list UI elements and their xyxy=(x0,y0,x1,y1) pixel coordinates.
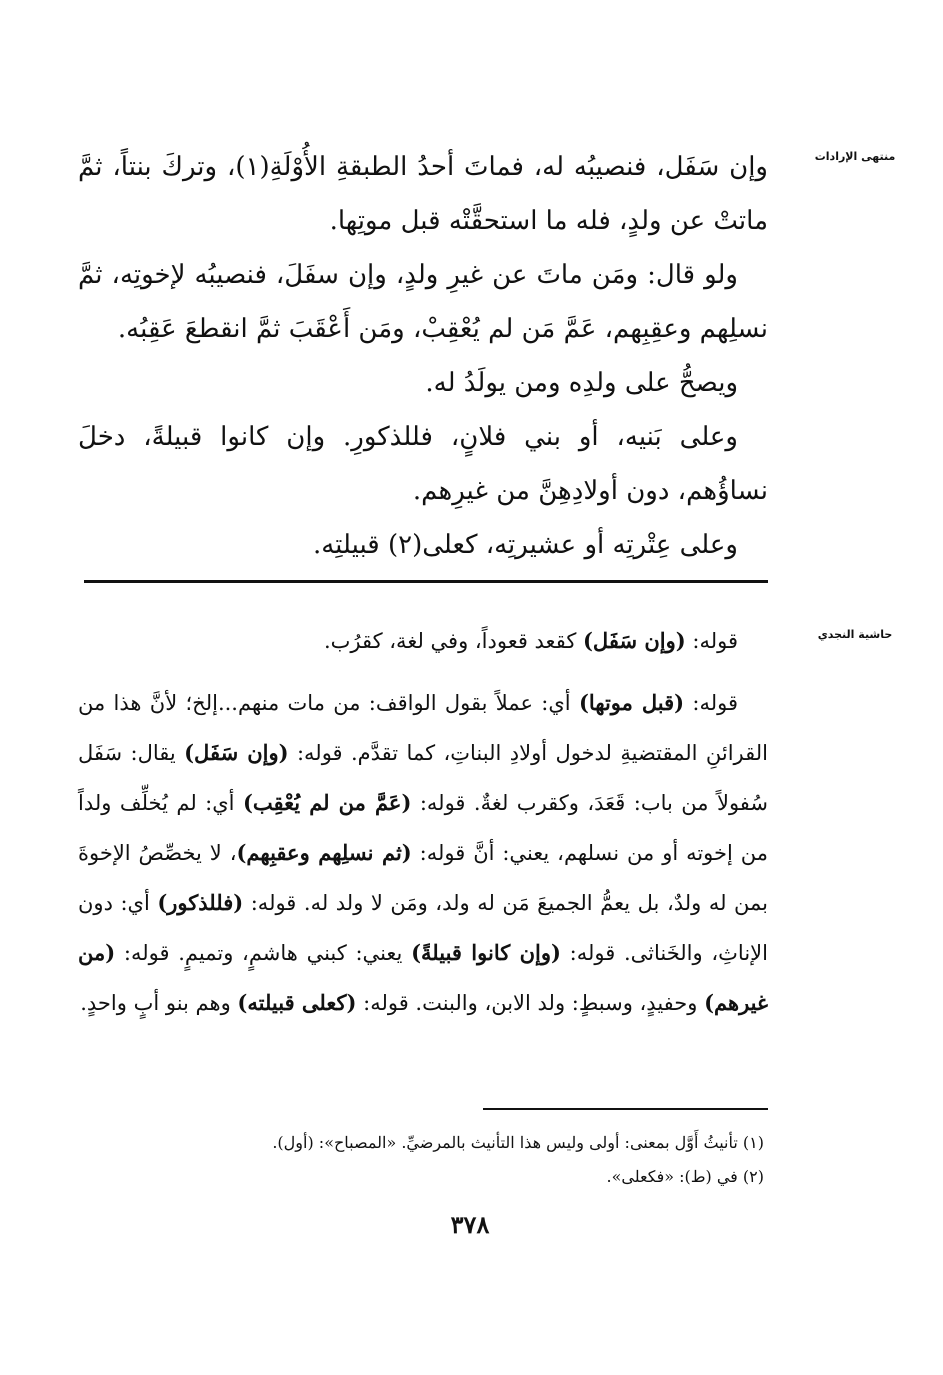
section-divider xyxy=(84,580,768,583)
main-paragraph: وعلى عِتْرتِه أو عشيرتِه، كعلى(٢) قبيلتِه. xyxy=(312,530,738,560)
commentary-segment: يقال: سَفَل سُفولاً من باب: قَعَدَ، وكقرب لغةٌ. قوله: xyxy=(78,741,769,815)
quoted-phrase: (قبل موتها) xyxy=(578,690,685,715)
commentary-text xyxy=(78,616,768,1028)
main-paragraph: وإن سَفَل، فنصيبُه له، فماتَ أحدُ الطبقةِ الأُوْلَةِ(١)، وتركَ بنتاً، ثمَّ ماتتْ عن ولدٍ، فله ما استحقَّتْه قبل موتِها. xyxy=(78,152,768,236)
footnote: (١) تأنيثُ أَوَّل بمعنى: أولى وليس هذا التأنيث بالمرضيِّ. «المصباح»: (أول). xyxy=(272,1133,764,1152)
commentary-segment: كقعد قعوداً، وفي لغة، كقرُب. xyxy=(323,629,583,653)
commentary-segment: أي: عملاً بقول الواقف: من مات منهم...إلخ؛ لأنَّ هذا من القرائنِ المقتضيةِ لدخول أولادِ البناتِ، كما تقدَّم. قوله: xyxy=(78,691,768,765)
quoted-phrase: (كعلى قبيلته) xyxy=(237,990,357,1015)
page-number: ٣٧٨ xyxy=(450,1210,490,1239)
footnote-divider xyxy=(483,1108,768,1110)
commentary-segment: يعني: كبني هاشمٍ، وتميمٍ. قوله: xyxy=(115,941,412,965)
footnotes xyxy=(100,1126,768,1194)
commentary-segment: أي: دون الإناثِ، والخَناثى. قوله: xyxy=(78,891,768,965)
quoted-phrase: (وإن سَفَل) xyxy=(583,628,686,653)
main-text xyxy=(78,140,768,572)
quoted-phrase: (عَمَّ من لم يُعْقِب) xyxy=(242,790,412,815)
quoted-phrase: (ثم نسلِهم وعقبِهم) xyxy=(236,840,412,865)
commentary-segment: قوله: xyxy=(685,629,738,653)
quoted-phrase: (وإن سَفَل) xyxy=(184,740,289,765)
commentary-segment: ، لا يخصِّصُ الإخوةَ بمن له ولدٌ، بل يعمُّ الجميعَ مَن له ولد، ومَن لا ولد له. قوله: xyxy=(78,841,768,915)
commentary-segment: أي: لم يُخلِّف ولداً من إخوته أو من نسلهم، يعني: أنَّ قوله: xyxy=(78,791,768,865)
book-title-label: منتهى الإرادات xyxy=(814,150,896,163)
commentary-paragraph xyxy=(78,678,768,1028)
commentary-segment: وهم بنو أبٍ واحدٍ. xyxy=(80,991,238,1015)
quoted-phrase: (وإن كانوا قبيلةً) xyxy=(411,940,561,965)
commentary-segment: وحفيدٍ، وسبطٍ: ولد الابن، والبنت. قوله: xyxy=(356,991,705,1015)
footnote: (٢) في (ط): «فكعلى». xyxy=(606,1167,764,1186)
quoted-phrase: (فللذكور) xyxy=(157,890,244,915)
quoted-phrase: (من غيرهم) xyxy=(78,940,768,1015)
main-paragraph: وعلى بَنيه، أو بني فلانٍ، فللذكورِ. وإن كانوا قبيلةً، دخلَ نساؤُهم، دون أولادِهِنَّ من غيرِهم. xyxy=(78,422,768,506)
main-paragraph: ولو قال: ومَن ماتَ عن غيرِ ولدٍ، وإن سفَلَ، فنصيبُه لإخوتِه، ثمَّ نسلِهم وعقِبِهم، عَمَّ مَن لم يُعْقِبْ، ومَن أَعْقَبَ ثمَّ انقطعَ عَقِبُه. xyxy=(78,260,768,344)
main-paragraph: ويصحُّ على ولدِه ومن يولَدُ له. xyxy=(425,368,738,398)
commentary-title-label: حاشية النجدي xyxy=(817,628,893,641)
commentary-paragraph xyxy=(78,616,768,666)
commentary-segment: قوله: xyxy=(684,691,739,715)
